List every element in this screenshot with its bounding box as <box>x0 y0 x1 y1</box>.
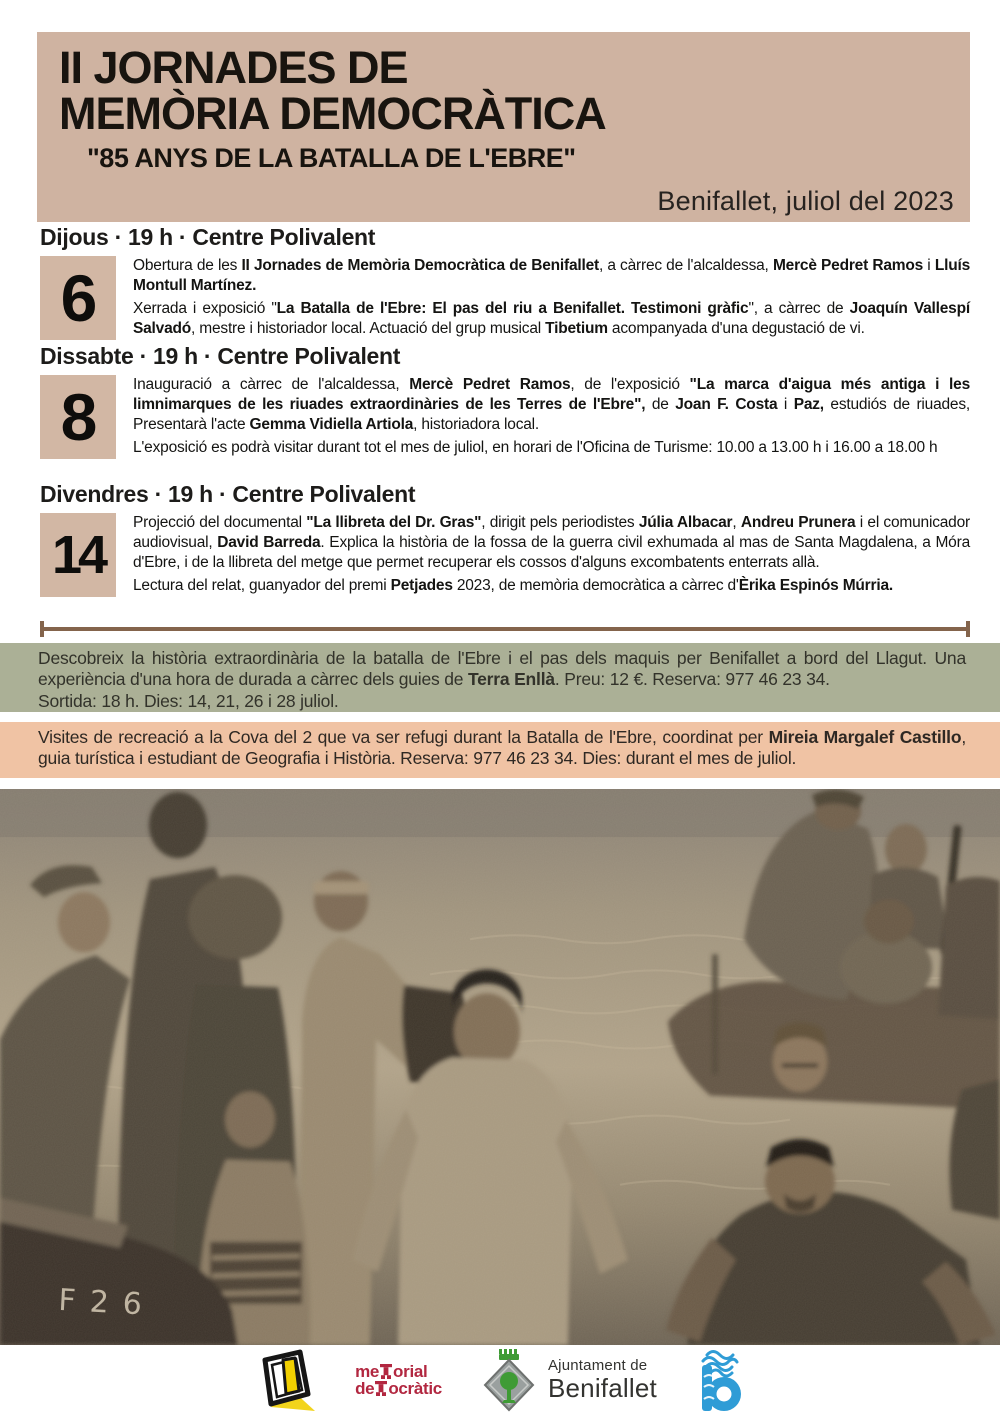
event-dissabte-8 <box>40 343 970 459</box>
ajuntament-text-line1: Ajuntament de <box>547 1356 648 1374</box>
event-paragraph: Lectura del relat, guanyador del premi Petjades 2023, de memòria democràtica a càrrec d'Èrika Espinós Múrria. <box>133 577 893 595</box>
llagut-notice <box>0 643 1000 712</box>
event-dijous-6 <box>40 224 970 340</box>
historical-photo <box>0 789 1000 1345</box>
memorial-pillar-icon <box>380 1364 392 1379</box>
event-paragraph: L'exposició es podrà visitar durant tot el mes de juliol, en horari de l'Oficina de Turisme: 10.00 a 13.00 h i 16.00 a 18.00 h <box>133 439 938 457</box>
subtitle: "85 ANYS DE LA BATALLA DE L'EBRE" <box>87 142 576 173</box>
divider-cap-right <box>966 621 970 637</box>
section-divider <box>40 621 970 637</box>
event-heading: Dijous · 19 h · Centre Polivalent <box>40 224 376 250</box>
day-badge-14: 14 <box>40 513 116 597</box>
event-paragraph: Projecció del documental "La llibreta del Dr. Gras", dirigit pels periodistes Júlia Albacar, Andreu Prunera i el comunicador audiovisual, David Barreda. Explica la història de la fossa de la guerra civil exhumada al mas de Santa Magdalena, a Móra d'Ebre, i de la llibreta del metge que permet recuperar els cossos d'alguns excombatents enterrats allà. <box>133 514 970 572</box>
memorial-pillar-icon <box>375 1381 387 1396</box>
cova-notice <box>0 722 1000 778</box>
poster-header <box>37 32 970 222</box>
notice-paragraph: Sortida: 18 h. Dies: 14, 21, 26 i 28 juliol. <box>38 690 339 711</box>
wordmark-text: orial <box>393 1362 428 1381</box>
event-paragraph: Xerrada i exposició "La Batalla de l'Ebre: El pas del riu a Benifallet. Testimoni gràfic", a càrrec de Joaquín Vallespí Salvadó, mestre i historiador local. Actuació del grup musical Tibetium acompanyada d'una degustació de vi. <box>133 300 970 338</box>
ajuntament-benifallet-logo <box>480 1348 657 1412</box>
memorial-democratic-door-logo <box>255 1347 317 1413</box>
ajuntament-text-line2: Benifallet <box>547 1372 657 1403</box>
event-paragraph: Inauguració a càrrec de l'alcaldessa, Mercè Pedret Ramos, de l'exposició "La marca d'aigua més antiga i les limnimarques de les riuades extraordinàries de les Terres de l'Ebre", de Joan F. Costa i Paz, estudiós de riuades, Presentarà l'acte Gemma Vidiella Artiola, historiadora local. <box>133 376 970 434</box>
wordmark-text: ocràtic <box>388 1379 442 1398</box>
wordmark-text: de <box>355 1379 375 1398</box>
photo-illustration <box>0 789 1000 1345</box>
benifallet-coat-of-arms-icon <box>480 1348 538 1412</box>
notice-paragraph: Descobreix la història extraordinària de la batalla de l'Ebre i el pas dels maquis per Benifallet a bord del Llagut. Una experiència d'una hora de durada a càrrec dels guies de Terra Enllà. Preu: 12 €. Reserva: 977 46 23 34. <box>38 648 966 690</box>
title-line-1: II JORNADES DE <box>59 42 408 93</box>
day-badge-6: 6 <box>40 256 116 340</box>
memorial-door-icon <box>255 1347 317 1413</box>
wordmark-text: me <box>355 1362 380 1381</box>
benifallet-blue-b-logo <box>695 1347 745 1413</box>
divider-bar <box>44 627 966 631</box>
benifallet-b-icon <box>695 1347 745 1413</box>
footer-logos <box>0 1345 1000 1415</box>
event-paragraph: Obertura de les II Jornades de Memòria Democràtica de Benifallet, a càrrec de l'alcaldessa, Mercè Pedret Ramos i Lluís Montull Martínez. <box>133 257 970 295</box>
event-heading: Dissabte · 19 h · Centre Polivalent <box>40 343 401 369</box>
notice-paragraph: Visites de recreació a la Cova del 2 que va ser refugi durant la Batalla de l'Ebre, coordinat per Mireia Margalef Castillo, guia turística i estudiant de Geografia i Història. Reserva: 977 46 23 34. Dies: durant el mes de juliol. <box>38 727 966 769</box>
event-divendres-14 <box>40 481 970 597</box>
memorial-democratic-wordmark <box>355 1363 442 1397</box>
dateline: Benifallet, juliol del 2023 <box>657 186 954 216</box>
title-line-2: MEMÒRIA DEMOCRÀTICA <box>59 88 606 140</box>
day-badge-8: 8 <box>40 375 116 459</box>
event-heading: Divendres · 19 h · Centre Polivalent <box>40 481 416 507</box>
